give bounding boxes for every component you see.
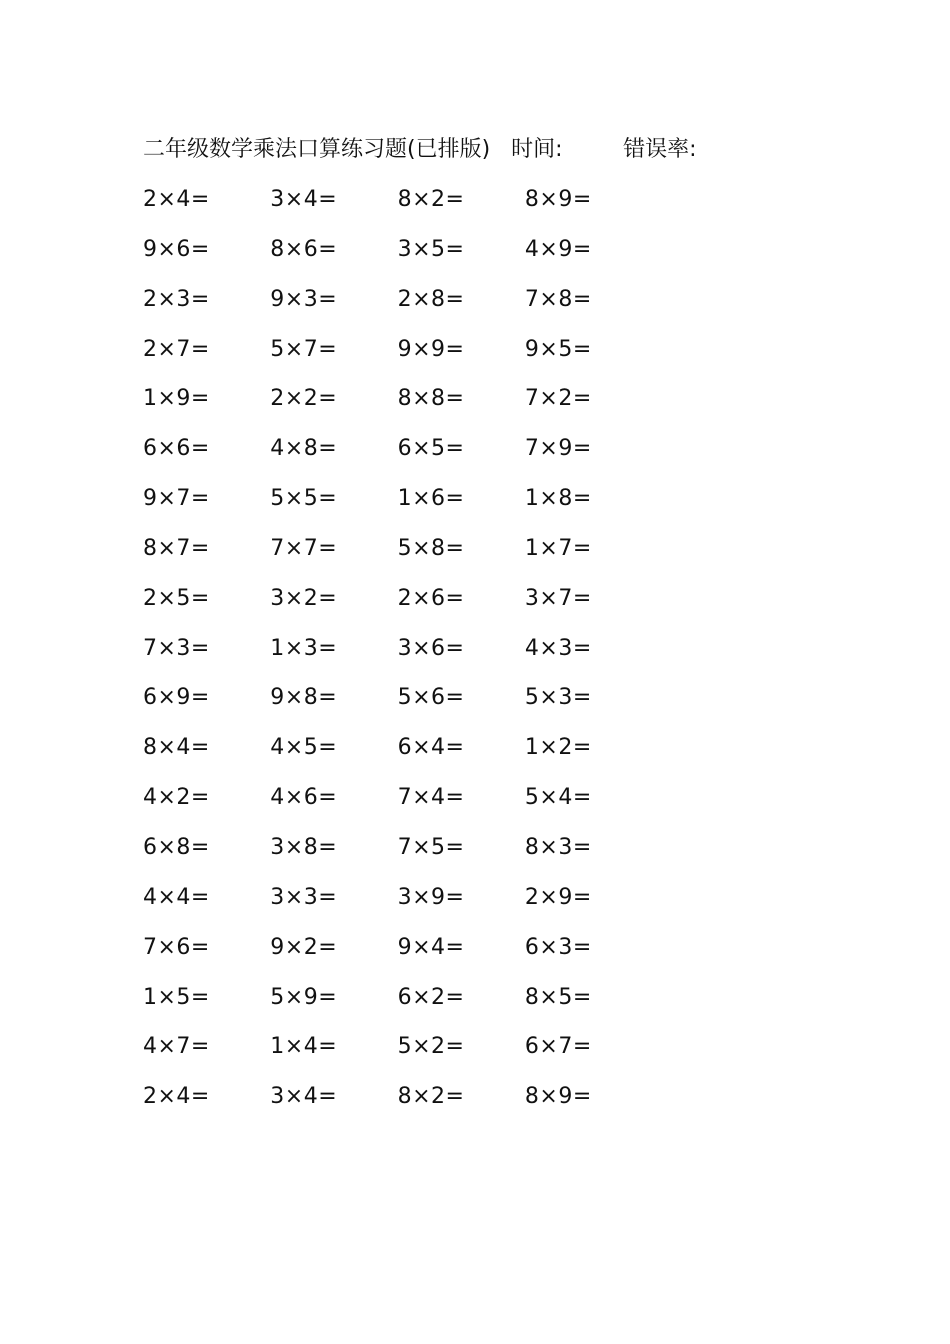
problem-row (143, 529, 663, 579)
problem-item: 6×6= (143, 436, 210, 462)
problem-item: 7×5= (397, 834, 465, 860)
problem-item: 2×4= (143, 187, 210, 212)
problem-item: 9×9= (397, 336, 465, 362)
problem-item: 5×3= (524, 685, 592, 711)
problem-item: 5×7= (270, 336, 338, 362)
problem-row (143, 579, 663, 629)
problem-row (143, 678, 663, 728)
problem-item: 6×7= (524, 1034, 592, 1060)
problem-item: 2×8= (397, 286, 465, 312)
problem-row (143, 180, 663, 230)
problem-item: 9×6= (143, 236, 210, 262)
problem-item: 6×4= (397, 735, 465, 761)
problem-item: 5×2= (397, 1034, 465, 1060)
problem-row (143, 629, 663, 679)
problem-item: 3×2= (270, 585, 338, 611)
problem-item: 5×4= (524, 785, 592, 811)
problem-item: 7×3= (143, 635, 210, 661)
problem-item: 3×8= (270, 834, 338, 860)
problem-item: 2×7= (143, 336, 210, 362)
problem-item: 5×9= (270, 984, 338, 1010)
problem-item: 4×8= (270, 436, 338, 462)
problem-item: 7×2= (524, 386, 592, 412)
problem-item: 3×9= (397, 884, 465, 910)
problem-item: 9×2= (270, 934, 338, 960)
problem-item: 2×4= (143, 1084, 210, 1110)
problem-item: 3×4= (270, 1084, 338, 1110)
problem-item: 4×7= (143, 1034, 210, 1060)
time-label: 时间: (511, 137, 563, 162)
problem-row (143, 330, 663, 380)
problem-item: 8×7= (143, 535, 210, 561)
problem-item: 8×9= (524, 187, 592, 212)
problem-item: 2×9= (524, 884, 592, 910)
problem-item: 3×3= (270, 884, 338, 910)
problem-item: 1×9= (143, 386, 210, 412)
problem-item: 4×9= (524, 236, 592, 262)
problem-row (143, 878, 663, 928)
problem-item: 3×5= (397, 236, 465, 262)
problem-item: 4×2= (143, 785, 210, 811)
problem-item: 8×6= (270, 236, 338, 262)
problem-row (143, 429, 663, 479)
problem-item: 2×2= (270, 386, 338, 412)
problem-item: 5×6= (397, 685, 465, 711)
problem-item: 2×5= (143, 585, 210, 611)
problem-item: 8×2= (397, 1084, 465, 1110)
problem-row (143, 978, 663, 1028)
problem-item: 8×5= (524, 984, 592, 1010)
problem-item: 6×2= (397, 984, 465, 1010)
problem-row (143, 728, 663, 778)
problem-item: 7×9= (524, 436, 592, 462)
problem-item: 8×2= (397, 187, 465, 212)
problem-item: 8×8= (397, 386, 465, 412)
problem-item: 6×3= (524, 934, 592, 960)
problem-row (143, 928, 663, 978)
problem-item: 4×4= (143, 884, 210, 910)
error-rate-label: 错误率: (623, 137, 697, 162)
problem-item: 1×7= (524, 535, 592, 561)
problem-item: 7×8= (524, 286, 592, 312)
problem-item: 6×5= (397, 436, 465, 462)
problem-item: 5×8= (397, 535, 465, 561)
problem-item: 7×4= (397, 785, 465, 811)
problem-item: 3×6= (397, 635, 465, 661)
problem-item: 1×8= (524, 486, 592, 512)
problem-item: 9×3= (270, 286, 338, 312)
problem-item: 3×4= (270, 187, 338, 212)
problem-row (143, 280, 663, 330)
problem-item: 4×5= (270, 735, 338, 761)
problem-item: 9×5= (524, 336, 592, 362)
problem-item: 2×3= (143, 286, 210, 312)
problem-item: 9×4= (397, 934, 465, 960)
problem-item: 9×7= (143, 486, 210, 512)
problem-item: 6×9= (143, 685, 210, 711)
problem-row (143, 1077, 663, 1127)
problem-item: 4×3= (524, 635, 592, 661)
problem-item: 7×7= (270, 535, 338, 561)
worksheet-header (143, 133, 697, 167)
problem-item: 8×9= (524, 1084, 592, 1110)
problem-item: 5×5= (270, 486, 338, 512)
problem-item: 2×6= (397, 585, 465, 611)
problem-item: 8×4= (143, 735, 210, 761)
problem-row (143, 778, 663, 828)
problem-item: 1×5= (143, 984, 210, 1010)
problem-row (143, 1027, 663, 1077)
problem-item: 6×8= (143, 834, 210, 860)
problem-item: 1×3= (270, 635, 338, 661)
problem-item: 8×3= (524, 834, 592, 860)
problem-item: 7×6= (143, 934, 210, 960)
problem-row (143, 230, 663, 280)
problem-item: 3×7= (524, 585, 592, 611)
problem-item: 1×4= (270, 1034, 338, 1060)
problem-item: 1×2= (524, 735, 592, 761)
problem-item: 4×6= (270, 785, 338, 811)
problem-row (143, 479, 663, 529)
problem-item: 1×6= (397, 486, 465, 512)
problem-item: 9×8= (270, 685, 338, 711)
problem-row (143, 379, 663, 429)
problem-grid (143, 180, 663, 1127)
problem-row (143, 828, 663, 878)
worksheet-title: 二年级数学乘法口算练习题(已排版) (143, 137, 491, 162)
